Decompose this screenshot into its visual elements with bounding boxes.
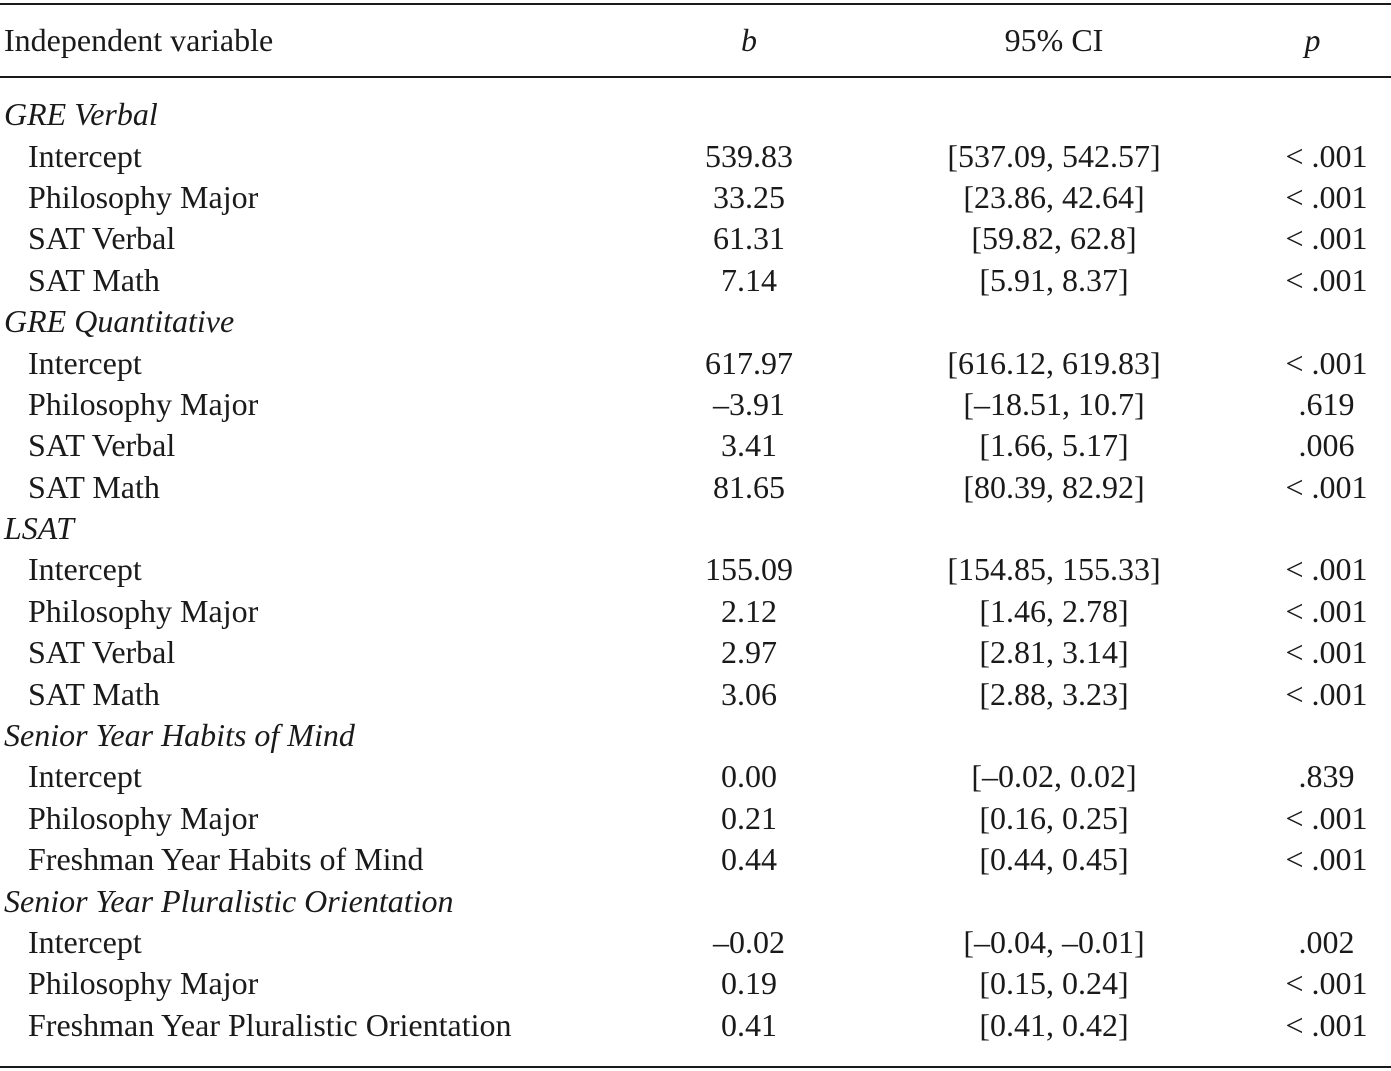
table-row: [0, 632, 1391, 673]
cell-b: 3.41: [721, 427, 777, 464]
section-title: LSAT: [4, 510, 74, 547]
table-row: [0, 218, 1391, 259]
section-title: GRE Quantitative: [4, 303, 235, 340]
table-row: [0, 922, 1391, 963]
cell-ci: [23.86, 42.64]: [963, 178, 1145, 215]
header-spacer: [0, 78, 1391, 94]
cell-b: 0.19: [721, 965, 777, 1002]
cell-ci: [537.09, 542.57]: [947, 137, 1161, 174]
cell-p: < .001: [1285, 137, 1368, 174]
section-header-row: [0, 94, 1391, 135]
table-header: [0, 0, 1391, 78]
cell-variable: Intercept: [28, 137, 142, 174]
cell-variable: Intercept: [28, 551, 142, 588]
table-row: [0, 673, 1391, 714]
cell-b: 7.14: [721, 261, 777, 298]
section-title: GRE Verbal: [4, 96, 158, 133]
table-body: [0, 78, 1391, 1046]
cell-p: < .001: [1285, 675, 1368, 712]
cell-ci: [80.39, 82.92]: [963, 468, 1145, 505]
cell-b: 0.44: [721, 841, 777, 878]
cell-p: < .001: [1285, 468, 1368, 505]
table-row: [0, 798, 1391, 839]
cell-p: .619: [1298, 385, 1355, 422]
cell-b: 3.06: [721, 675, 777, 712]
cell-p: < .001: [1285, 551, 1368, 588]
cell-b: 617.97: [705, 344, 793, 381]
cell-ci: [154.85, 155.33]: [947, 551, 1161, 588]
cell-b: 33.25: [713, 178, 785, 215]
table-row: [0, 963, 1391, 1004]
cell-p: < .001: [1285, 178, 1368, 215]
cell-p: < .001: [1285, 220, 1368, 257]
section-header-row: [0, 715, 1391, 756]
cell-variable: Philosophy Major: [28, 799, 259, 836]
cell-b: 155.09: [705, 551, 793, 588]
cell-variable: Philosophy Major: [28, 965, 259, 1002]
cell-b: –3.91: [713, 385, 785, 422]
table-row: [0, 342, 1391, 383]
section-header-row: [0, 880, 1391, 921]
cell-variable: Philosophy Major: [28, 592, 259, 629]
cell-p: .839: [1298, 758, 1355, 795]
cell-ci: [–0.04, –0.01]: [963, 924, 1145, 960]
header-95-ci: 95% CI: [1004, 21, 1104, 58]
table-row: [0, 467, 1391, 508]
cell-p: .006: [1298, 427, 1355, 464]
cell-b: 2.12: [721, 592, 777, 629]
cell-variable: Philosophy Major: [28, 178, 259, 215]
table-bottom-rule: [0, 1066, 1391, 1068]
cell-ci: [0.41, 0.42]: [979, 1006, 1129, 1043]
cell-b: 2.97: [721, 634, 777, 671]
section-header-row: [0, 301, 1391, 342]
cell-variable: SAT Verbal: [28, 427, 176, 464]
table-row: [0, 839, 1391, 880]
table-row: [0, 260, 1391, 301]
table-row: [0, 135, 1391, 176]
cell-p: < .001: [1285, 1006, 1368, 1043]
cell-variable: Intercept: [28, 758, 142, 795]
cell-variable: SAT Math: [28, 468, 160, 505]
cell-variable: SAT Verbal: [28, 220, 176, 257]
cell-p: .002: [1298, 924, 1355, 960]
cell-ci: [0.16, 0.25]: [979, 799, 1129, 836]
cell-p: < .001: [1285, 634, 1368, 671]
header-row: [0, 0, 1391, 78]
header-independent-variable: Independent variable: [4, 21, 274, 58]
table-row: [0, 756, 1391, 797]
cell-variable: SAT Math: [28, 675, 160, 712]
table-row: [0, 1005, 1391, 1046]
cell-variable: Freshman Year Pluralistic Orientation: [28, 1006, 512, 1043]
section-header-row: [0, 508, 1391, 549]
cell-p: < .001: [1285, 965, 1368, 1002]
cell-b: 0.21: [721, 799, 777, 836]
cell-ci: [–0.02, 0.02]: [971, 758, 1137, 795]
header-p: p: [1304, 21, 1321, 58]
cell-b: –0.02: [713, 924, 785, 960]
section-title: Senior Year Pluralistic Orientation: [4, 882, 454, 919]
cell-variable: Intercept: [28, 924, 142, 960]
cell-p: < .001: [1285, 261, 1368, 298]
table-row: [0, 177, 1391, 218]
cell-ci: [5.91, 8.37]: [979, 261, 1129, 298]
table-row: [0, 549, 1391, 590]
cell-ci: [1.46, 2.78]: [979, 592, 1129, 629]
cell-p: < .001: [1285, 592, 1368, 629]
cell-ci: [2.81, 3.14]: [979, 634, 1129, 671]
cell-variable: SAT Verbal: [28, 634, 176, 671]
cell-p: < .001: [1285, 841, 1368, 878]
cell-ci: [59.82, 62.8]: [971, 220, 1137, 257]
cell-ci: [1.66, 5.17]: [979, 427, 1129, 464]
cell-ci: [616.12, 619.83]: [947, 344, 1161, 381]
cell-b: 0.00: [721, 758, 777, 795]
table-row: [0, 425, 1391, 466]
cell-p: < .001: [1285, 799, 1368, 836]
cell-variable: Philosophy Major: [28, 385, 259, 422]
cell-b: 61.31: [713, 220, 785, 257]
cell-b: 539.83: [705, 137, 793, 174]
table-row: [0, 384, 1391, 425]
section-title: Senior Year Habits of Mind: [4, 717, 355, 754]
header-b: b: [741, 21, 757, 58]
cell-b: 81.65: [713, 468, 785, 505]
cell-ci: [0.15, 0.24]: [979, 965, 1129, 1002]
cell-ci: [0.44, 0.45]: [979, 841, 1129, 878]
cell-variable: Intercept: [28, 344, 142, 381]
cell-variable: Freshman Year Habits of Mind: [28, 841, 424, 878]
table-row: [0, 591, 1391, 632]
cell-ci: [2.88, 3.23]: [979, 675, 1129, 712]
cell-ci: [–18.51, 10.7]: [963, 385, 1145, 422]
cell-b: 0.41: [721, 1006, 777, 1043]
cell-variable: SAT Math: [28, 261, 160, 298]
cell-p: < .001: [1285, 344, 1368, 381]
